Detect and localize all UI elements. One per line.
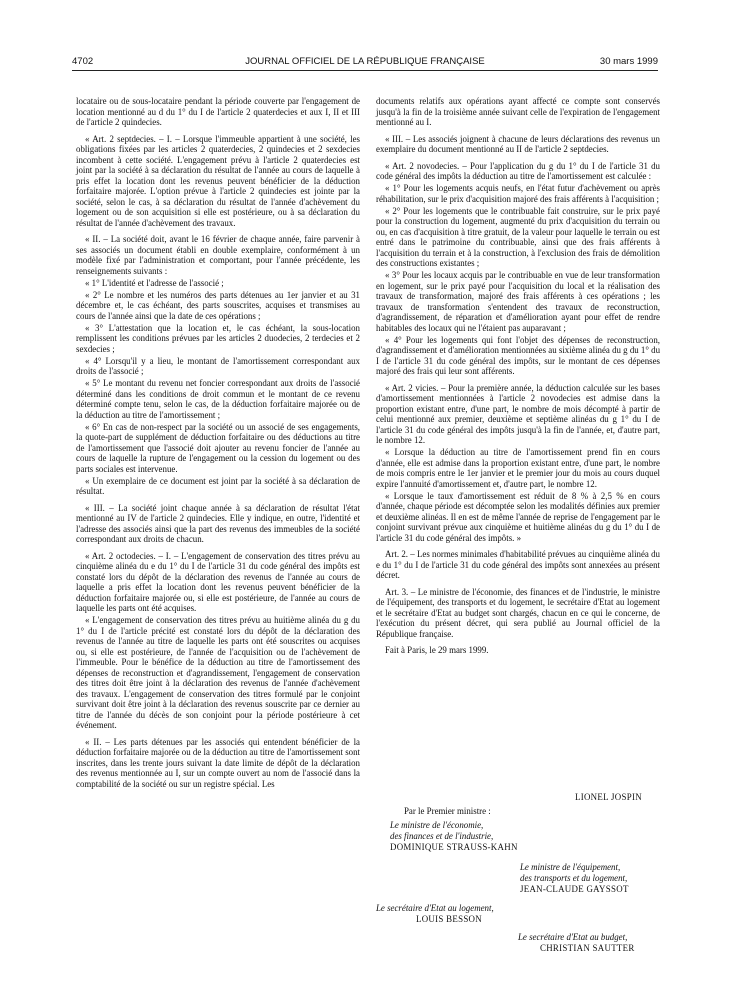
paragraph: « 2° Le nombre et les numéros des parts détenues au 1er janvier et au 31 décembre et, le cas échéant, des parts souscrites, acquises et transmises au cours de l'année ainsi que la date de ces opérations ; (76, 289, 360, 321)
pm-name: LIONEL JOSPIN (575, 792, 642, 802)
signatory-housing: Le secrétaire d'Etat au logement, LOUIS BESSON (376, 903, 494, 924)
paragraph: « 5° Le montant du revenu net foncier correspondant aux droits de l'associé déterminé dans les conditions de droit commun et le montant de ce revenu déterminé compte tenu, selon le cas, de la déduction forfaitaire majorée ou de la déduction au titre de l'amortissement ; (76, 378, 360, 420)
paragraph: « II. – Les parts détenues par les associés qui entendent bénéficier de la déduction forfaitaire majorée ou de la déduction au titre de l'amortissement sont inscrites, dans les trente jours suivant la date limite de dépôt de la déclaration des revenus mentionnée au I, sur un compte ouvert au nom de l'associé dans la comptabilité de la société ou sur un registre spécial. Les (76, 736, 360, 789)
paragraph: « Art. 2 novodecies. – Pour l'application du g du 1° du I de l'article 31 du code général des impôts la déduction au titre de l'amortissement est calculée : (376, 160, 660, 181)
publication-date: 30 mars 1999 (599, 56, 658, 67)
signatory-budget: Le secrétaire d'Etat au budget, CHRISTIAN SAUTTER (518, 932, 635, 953)
paragraph: « 3° Pour les locaux acquis par le contribuable en vue de leur transformation en logement, sur le prix payé pour l'acquisition du local et la réalisation des travaux de transformation, majoré des frais afférents à ces opérations ; les travaux de transformation s'entendent des travaux de reconstruction, d'agrandissement, de réparation et d'amélioration ayant pour effet de rendre habitables des locaux qui ne l'étaient pas auparavant ; (376, 270, 660, 333)
paragraph: « 6° En cas de non-respect par la société ou un associé de ses engagements, la quote-part de supplément de déduction forfaitaire ou des déductions au titre de l'amortissement que l'associé doit ajouter au revenu foncier de l'année au cours de laquelle la rupture de l'engagement ou la cession du logement ou des parts sociales est intervenue. (76, 421, 360, 474)
paragraph: « 2° Pour les logements que le contribuable fait construire, sur le prix payé pour la construction du logement, augmenté du prix d'acquisition du terrain ou ou, en cas d'acquisition à titre gratuit, de la valeur pour laquelle le terrain ou est entré dans le patrimoine du contribuable, ainsi que des frais afférents à l'acquisition du terrain et à la construction, à l'exclusion des frais de démolition des constructions existantes ; (376, 205, 660, 268)
right-column (376, 96, 660, 657)
paragraph: « Un exemplaire de ce document est joint par la société à sa déclaration de résultat. (76, 475, 360, 496)
paragraph: documents relatifs aux opérations ayant affecté ce compte sont conservés jusqu'à la fin de la troisième année suivant celle de l'expiration de l'engagement mentionné au I. (376, 96, 660, 127)
left-column (76, 96, 360, 791)
signatory-pm (575, 792, 642, 803)
paragraph: « Lorsque la déduction au titre de l'amortissement prend fin en cours d'année, elle est admise dans la proportion existant entre, d'une part, le nombre de mois compris entre le 1er janvier et le premier jour du mois au cours duquel expire l'annuité d'amortissement et, d'autre part, le nombre 12. (376, 447, 660, 489)
signatory-equipment: Le ministre de l'équipement, des transports et du logement, JEAN-CLAUDE GAYSSOT (520, 862, 629, 894)
paragraph: « II. – La société doit, avant le 16 février de chaque année, faire parvenir à ses associés un document établi en double exemplaire, conformément à un modèle fixé par l'administration et comportant, pour l'année précédente, les renseignements suivants : (76, 234, 360, 276)
paragraph: « L'engagement de conservation des titres prévu au huitième alinéa du g du 1° du I de l'article précité est constaté lors du dépôt de la déclaration des revenus de l'année au titre de laquelle les parts ont été souscrites ou acquises ou, si elle est postérieure, de l'année de l'acquisition ou de l'achèvement de l'immeuble. Pour le bénéfice de la déduction au titre de l'amortissement des dépenses de reconstruction et d'agrandissement, l'engagement de conservation des titres doit être joint à la déclaration des revenus de l'année d'achèvement des travaux. L'engagement de conservation des titres formulé par le conjoint survivant doit être joint à la déclaration des revenus souscrite par ce dernier au titre de l'année du décès de son conjoint pour la période postérieure à cet événement. (76, 615, 360, 730)
signatory-economy: Le ministre de l'économie, des finances et de l'industrie, DOMINIQUE STRAUSS-KAHN (390, 820, 518, 852)
done-at: Fait à Paris, le 29 mars 1999. (385, 645, 489, 655)
article-2: Art. 2. – Les normes minimales d'habitabilité prévues au cinquième alinéa du e du 1° du I de l'article 31 du code général des impôts sont annexées au présent décret. (376, 549, 660, 580)
header-rule (72, 70, 658, 71)
paragraph: « Art. 2 vicies. – Pour la première année, la déduction calculée sur les bases d'amortissement mentionnées à l'article 2 novodecies est admise dans la proportion existant entre, d'une part, le nombre de mois décompté à partir de celui mentionné aux premier, deuxième et septième alinéas du g 1° du I de l'article 31 du code général des impôts jusqu'à la fin de l'année, et, d'autre part, le nombre 12. (376, 382, 660, 445)
paragraph: « Art. 2 octodecies. – I. – L'engagement de conservation des titres prévu au cinquième alinéa du e du 1° du I de l'article 31 du code général des impôts est constaté lors du dépôt de la déclaration des revenus de l'année au cours de laquelle a pris effet la location dont les revenus peuvent bénéficier de la déduction forfaitaire majorée ou, si elle est postérieure, de l'année au cours de laquelle les parts ont été acquises. (76, 550, 360, 613)
journal-title: JOURNAL OFFICIEL DE LA RÉPUBLIQUE FRANÇAISE (245, 56, 485, 67)
paragraph: « 4° Lorsqu'il y a lieu, le montant de l'amortissement correspondant aux droits de l'associé ; (76, 355, 360, 376)
page-header (72, 56, 658, 70)
by-pm: Par le Premier ministre : (404, 806, 491, 816)
paragraph: « 1° L'identité et l'adresse de l'associé ; (85, 277, 224, 288)
paragraph: « III. – La société joint chaque année à sa déclaration de résultat l'état mentionné au IV de l'article 2 quindecies. Elle y indique, en outre, l'identité et l'adresse des associés ainsi que la part des revenus des immeubles de la société correspondant aux droits de chacun. (76, 502, 360, 544)
paragraph: « 3° L'attestation que la location et, le cas échéant, la sous-location remplissent les conditions prévues par les articles 2 duodecies, 2 terdecies et 2 sexdecies ; (76, 322, 360, 354)
paragraph: « Art. 2 septdecies. – I. – Lorsque l'immeuble appartient à une société, les obligations fixées par les articles 2 quaterdecies, 2 quindecies et 2 sexdecies incombent à cette société. L'engagement prévu à l'article 2 quaterdecies est joint par la société à sa déclaration du résultat de l'année au cours de laquelle à pris effet la location dont les revenus peuvent bénéficier de la déduction forfaitaire majorée. L'option prévue à l'article 2 quindecies est jointe par la société, selon le cas, à sa déclaration du résultat de l'année d'achèvement du logement ou de son acquisition si elle est postérieure, ou à sa déclaration du résultat de l'année d'achèvement des travaux. (76, 133, 360, 228)
paragraph: locataire ou de sous-locataire pendant la période couverte par l'engagement de location mentionné au d du 1° du I de l'article 2 quaterdecies et aux I, II et III de l'article 2 quindecies. (76, 96, 360, 127)
article-3: Art. 3. – Le ministre de l'économie, des finances et de l'industrie, le ministre de l'équipement, des transports et du logement, le secrétaire d'Etat au logement et le secrétaire d'Etat au budget sont chargés, chacun en ce qui le concerne, de l'exécution du présent décret, qui sera publié au Journal officiel de la République française. (376, 586, 660, 639)
page-number: 4702 (72, 56, 94, 67)
paragraph: « 4° Pour les logements qui font l'objet des dépenses de reconstruction, d'agrandissement et d'amélioration mentionnées au sixième alinéa du g du 1° du I de l'article 31 du code général des impôts, sur le montant de ces dépenses majoré des frais qui leur sont afférents. (376, 334, 661, 376)
paragraph: « Lorsque le taux d'amortissement est réduit de 8 % à 2,5 % en cours d'année, chaque période est décomptée selon les modalités définies aux premier et deuxième alinéas. Il en est de même l'année de reprise de l'engagement par le conjoint survivant prévue aux cinquième et huitième alinéas du g du 1° du I de l'article 31 du code général des impôts. » (376, 490, 660, 543)
paragraph: « 1° Pour les logements acquis neufs, en l'état futur d'achèvement ou après réhabilitation, sur le prix d'acquisition majoré des frais afférents à l'acquisition ; (376, 183, 660, 204)
paragraph: « III. – Les associés joignent à chacune de leurs déclarations des revenus un exemplaire du document mentionné au II de l'article 2 septdecies. (376, 133, 660, 154)
